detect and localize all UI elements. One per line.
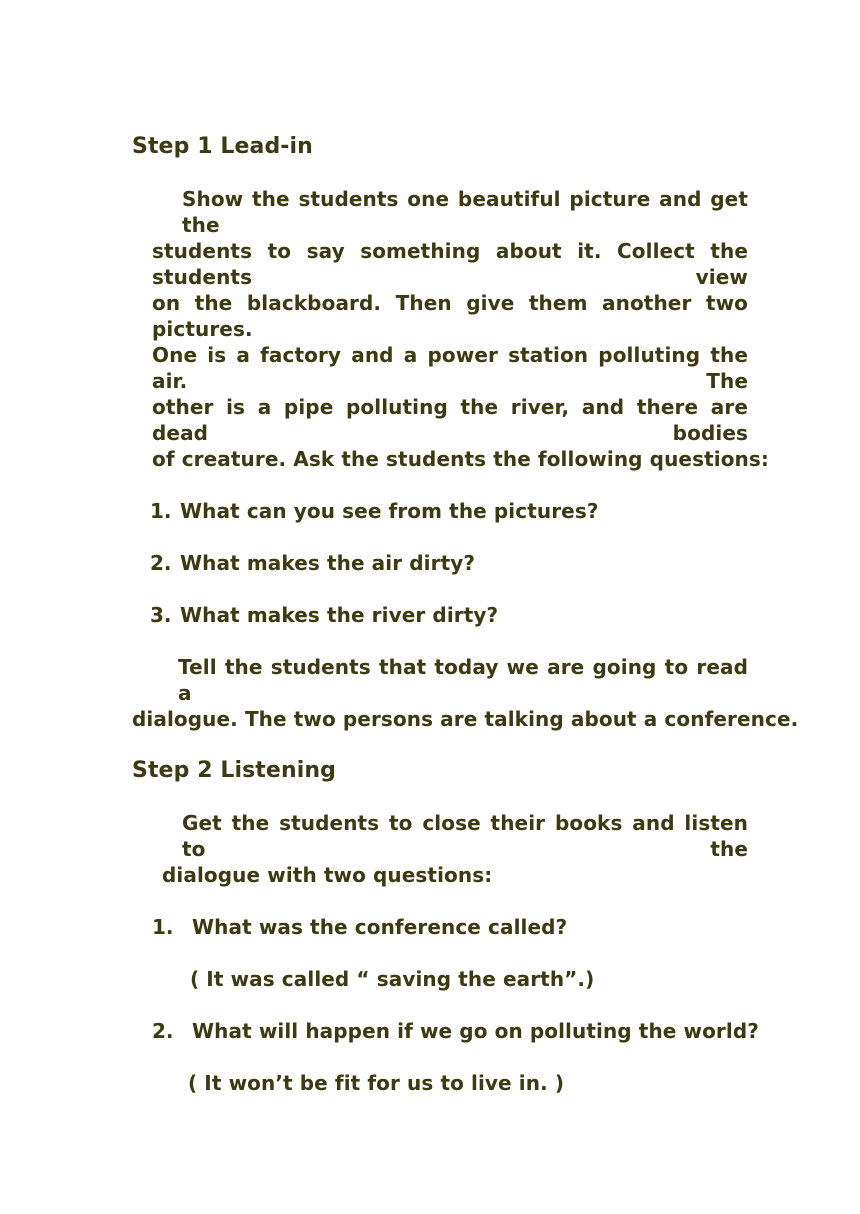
step1-para1-line: students to say something about it. Collect the students view xyxy=(152,239,748,289)
question-answer: ( It was called “ saving the earth”.) xyxy=(190,967,595,991)
question-text: What was the conference called? xyxy=(192,915,568,939)
question-number: 1. xyxy=(150,499,172,523)
step1-para1-line: of creature. Ask the students the following questions: xyxy=(152,447,769,471)
step2-heading: Step 2 Listening xyxy=(132,758,336,783)
step1-para2-line: dialogue. The two persons are talking about a conference. xyxy=(132,707,799,731)
step1-para1-line: Show the students one beautiful picture and get the xyxy=(182,187,748,237)
question-text: What will happen if we go on polluting the world? xyxy=(192,1019,759,1043)
step2-para1-line: Get the students to close their books and listen to the xyxy=(182,811,748,861)
step2-para1-line: dialogue with two questions: xyxy=(162,863,493,887)
step1-heading: Step 1 Lead-in xyxy=(132,134,313,159)
question-text: What makes the air dirty? xyxy=(180,551,476,575)
step1-para1-line: other is a pipe polluting the river, and there are dead bodies xyxy=(152,395,748,445)
step1-para1-line: One is a factory and a power station polluting the air. The xyxy=(152,343,748,393)
question-answer: ( It won’t be fit for us to live in. ) xyxy=(188,1071,565,1095)
step1-para2-line: Tell the students that today we are going to read a xyxy=(178,655,748,705)
step1-para1-line: on the blackboard. Then give them another two pictures. xyxy=(152,291,748,341)
question-text: What can you see from the pictures? xyxy=(180,499,599,523)
question-number: 3. xyxy=(150,603,172,627)
question-number: 2. xyxy=(150,551,172,575)
question-number: 1. xyxy=(152,915,174,939)
question-number: 2. xyxy=(152,1019,174,1043)
question-text: What makes the river dirty? xyxy=(180,603,499,627)
